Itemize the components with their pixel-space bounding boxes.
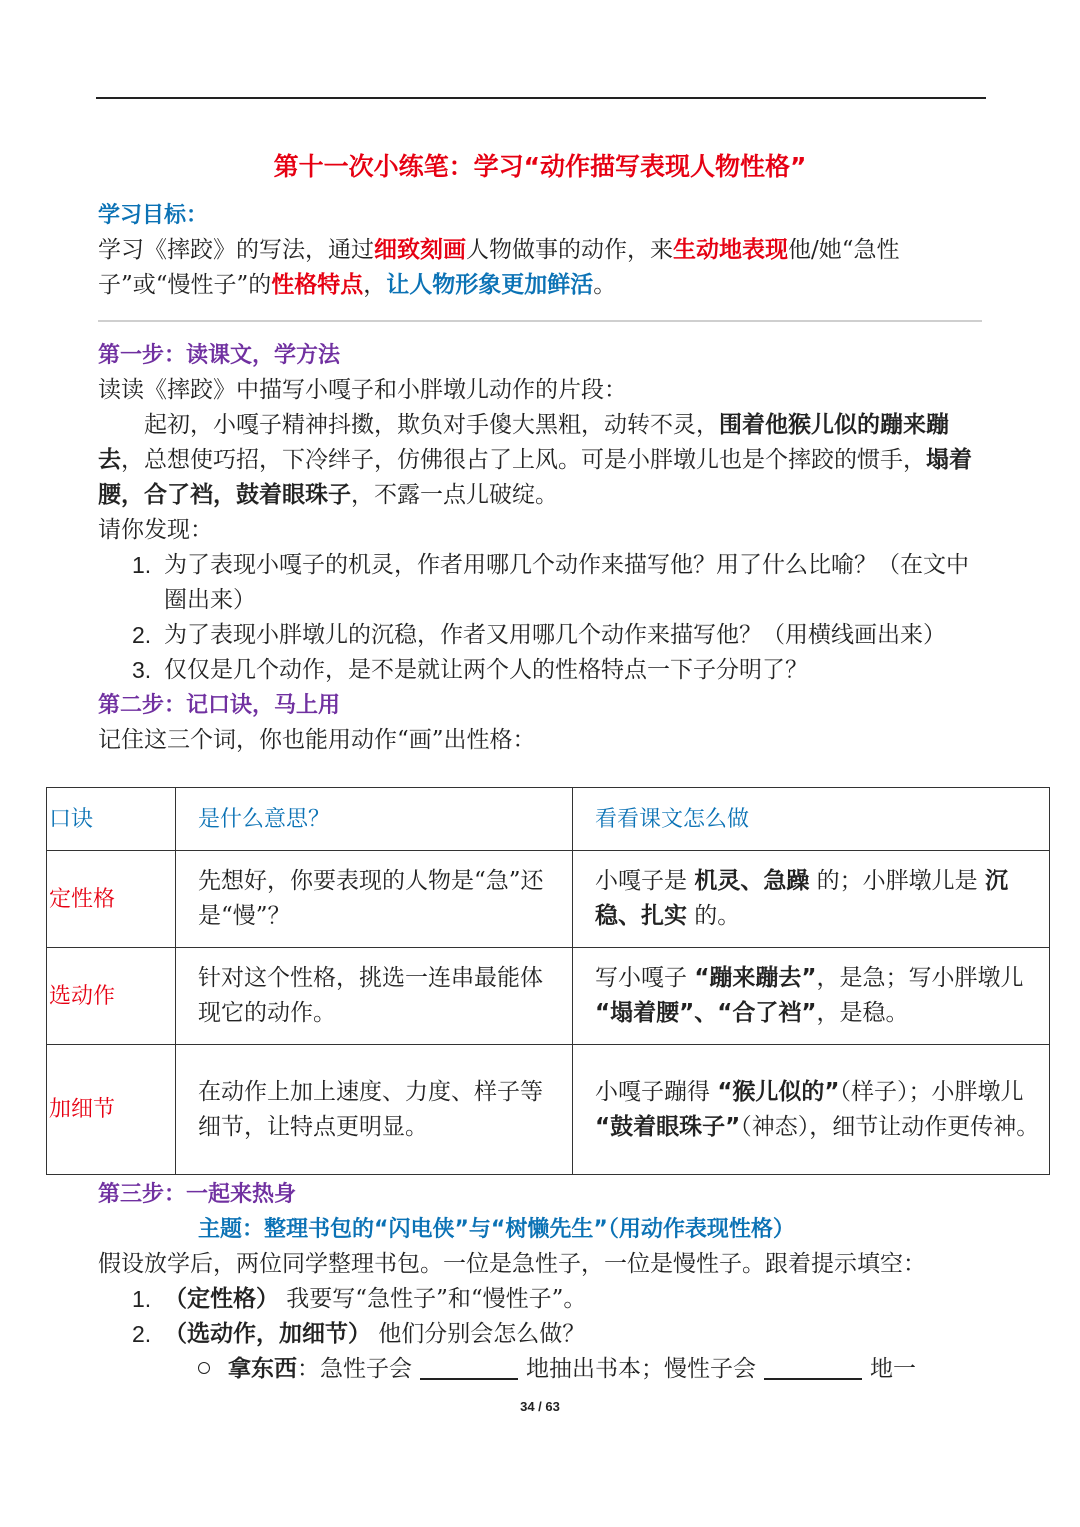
table-row bbox=[47, 1045, 1050, 1175]
header-rule bbox=[96, 97, 986, 99]
row-meaning: 先想好，你要表现的人物是“急”还是“慢”？ bbox=[198, 868, 544, 929]
step3-item-label: （选动作，加细节） bbox=[164, 1321, 371, 1347]
table-row bbox=[47, 948, 1050, 1045]
goal-highlight-1: 细致刻画 bbox=[374, 237, 466, 263]
goal-heading: 学习目标： bbox=[98, 203, 209, 228]
step3-theme: 主题：整理书包的“闪电侠”与“树懒先生”（用动作表现性格） bbox=[198, 1217, 795, 1242]
step3-section bbox=[98, 1177, 984, 1387]
question-list bbox=[98, 548, 984, 688]
goal-highlight-3: 性格特点 bbox=[271, 272, 364, 298]
step3-item-text: 他们分别会怎么做？ bbox=[371, 1321, 586, 1347]
question-item bbox=[98, 618, 984, 653]
goal-text-4: ， bbox=[363, 272, 387, 298]
step3-heading: 第三步：一起来热身 bbox=[98, 1182, 297, 1207]
table-row bbox=[47, 851, 1050, 948]
goal-highlight-4: 让人物形象更加鲜活 bbox=[386, 272, 594, 298]
passage bbox=[98, 408, 984, 513]
fill-in-label: 拿东西 bbox=[228, 1356, 297, 1382]
goal-text-3: 他/她“急性子”或“慢性子”的 bbox=[98, 237, 900, 298]
question-text: 为了表现小嘎子的机灵，作者用哪几个动作来描写他？用了什么比喻？（在文中圈出来） bbox=[164, 552, 969, 613]
passage-text-2: ，总想使巧招，下冷绊子，仿佛很占了上风。可是小胖墩儿也是个摔跤的惯手， bbox=[121, 447, 926, 473]
question-number: 2. bbox=[132, 622, 152, 648]
passage-text-1: 起初，小嘎子精神抖擞，欺负对手傻大黑粗，动转不灵， bbox=[144, 412, 719, 438]
step3-item-label: （定性格） bbox=[164, 1286, 279, 1312]
row-meaning: 在动作上加上速度、力度、样子等细节，让特点更明显。 bbox=[198, 1078, 543, 1140]
step3-list bbox=[98, 1282, 984, 1352]
step3-item bbox=[98, 1282, 984, 1317]
row-example: 小嘎子蹦得 “猴儿似的”（样子）；小胖墩儿 “鼓着眼珠子”（神态），细节让动作更传神。 bbox=[573, 1045, 1050, 1175]
question-item bbox=[98, 548, 984, 618]
row-label: 定性格 bbox=[49, 886, 116, 912]
row-example: 写小嘎子 “蹦来蹦去”，是急；写小胖墩儿 “塌着腰”、“合了裆”，是稳。 bbox=[573, 948, 1050, 1045]
step1-heading: 第一步：读课文，学方法 bbox=[98, 343, 341, 368]
blank-fast-adverb[interactable] bbox=[420, 1354, 518, 1380]
question-text: 为了表现小胖墩儿的沉稳，作者又用哪几个动作来描写他？（用横线画出来） bbox=[164, 622, 946, 648]
step1-section bbox=[98, 338, 984, 758]
goal-text-2: 人物做事的动作，来 bbox=[466, 237, 673, 263]
table-header-row bbox=[47, 788, 1050, 851]
question-number: 1. bbox=[132, 552, 152, 578]
mnemonic-table bbox=[46, 787, 1050, 1175]
question-number: 3. bbox=[132, 657, 152, 683]
goal-highlight-2: 生动地表现 bbox=[673, 237, 788, 263]
goal-text-1: 学习《摔跤》的写法，通过 bbox=[98, 237, 374, 263]
fill-in-line bbox=[98, 1352, 984, 1387]
page-number: 34 / 63 bbox=[520, 1399, 560, 1414]
section-divider bbox=[98, 320, 982, 322]
goal-text-5: 。 bbox=[593, 272, 617, 298]
goal-text bbox=[98, 233, 984, 303]
fill-in-text-2: 地抽出书本；慢性子会 bbox=[526, 1356, 756, 1382]
table-header-mnemonic: 口诀 bbox=[49, 806, 94, 832]
row-label: 加细节 bbox=[49, 1097, 116, 1122]
row-example: 小嘎子是 机灵、急躁 的；小胖墩儿是 沉稳、扎实 的。 bbox=[573, 851, 1050, 948]
circle-bullet-icon bbox=[198, 1362, 210, 1374]
discover-label: 请你发现： bbox=[98, 517, 213, 543]
page-title: 第十一次小练笔：学习“动作描写表现人物性格” bbox=[273, 152, 807, 181]
step1-intro: 读读《摔跤》中描写小嘎子和小胖墩儿动作的片段： bbox=[98, 377, 627, 403]
step3-item bbox=[98, 1317, 984, 1352]
passage-text-3: ，不露一点儿破绽。 bbox=[351, 482, 558, 508]
row-meaning: 针对这个性格，挑选一连串最能体现它的动作。 bbox=[198, 965, 543, 1026]
question-text: 仅仅是几个动作，是不是就让两个人的性格特点一下子分明了？ bbox=[164, 657, 808, 683]
step2-heading: 第二步：记口诀，马上用 bbox=[98, 693, 341, 718]
learning-goal-section bbox=[98, 198, 984, 303]
passage-bold-1: 围着他猴儿似的蹦来蹦去 bbox=[98, 412, 949, 473]
passage-bold-2: 塌着腰，合了裆，鼓着眼珠子 bbox=[98, 447, 972, 508]
row-label: 选动作 bbox=[49, 983, 116, 1009]
fill-in-text-3: 地一 bbox=[870, 1356, 916, 1382]
step3-item-number: 2. bbox=[132, 1321, 152, 1347]
fill-in-text-1: ：急性子会 bbox=[297, 1356, 412, 1382]
blank-slow-adverb[interactable] bbox=[764, 1354, 862, 1380]
step2-intro: 记住这三个词，你也能用动作“画”出性格： bbox=[98, 727, 536, 753]
table-header-example: 看看课文怎么做 bbox=[595, 806, 750, 832]
step3-item-number: 1. bbox=[132, 1286, 152, 1312]
question-item bbox=[98, 653, 984, 688]
step3-item-text: 我要写“急性子”和“慢性子”。 bbox=[279, 1286, 587, 1312]
step3-intro: 假设放学后，两位同学整理书包。一位是急性子，一位是慢性子。跟着提示填空： bbox=[98, 1251, 926, 1277]
table-header-meaning: 是什么意思？ bbox=[198, 806, 331, 832]
